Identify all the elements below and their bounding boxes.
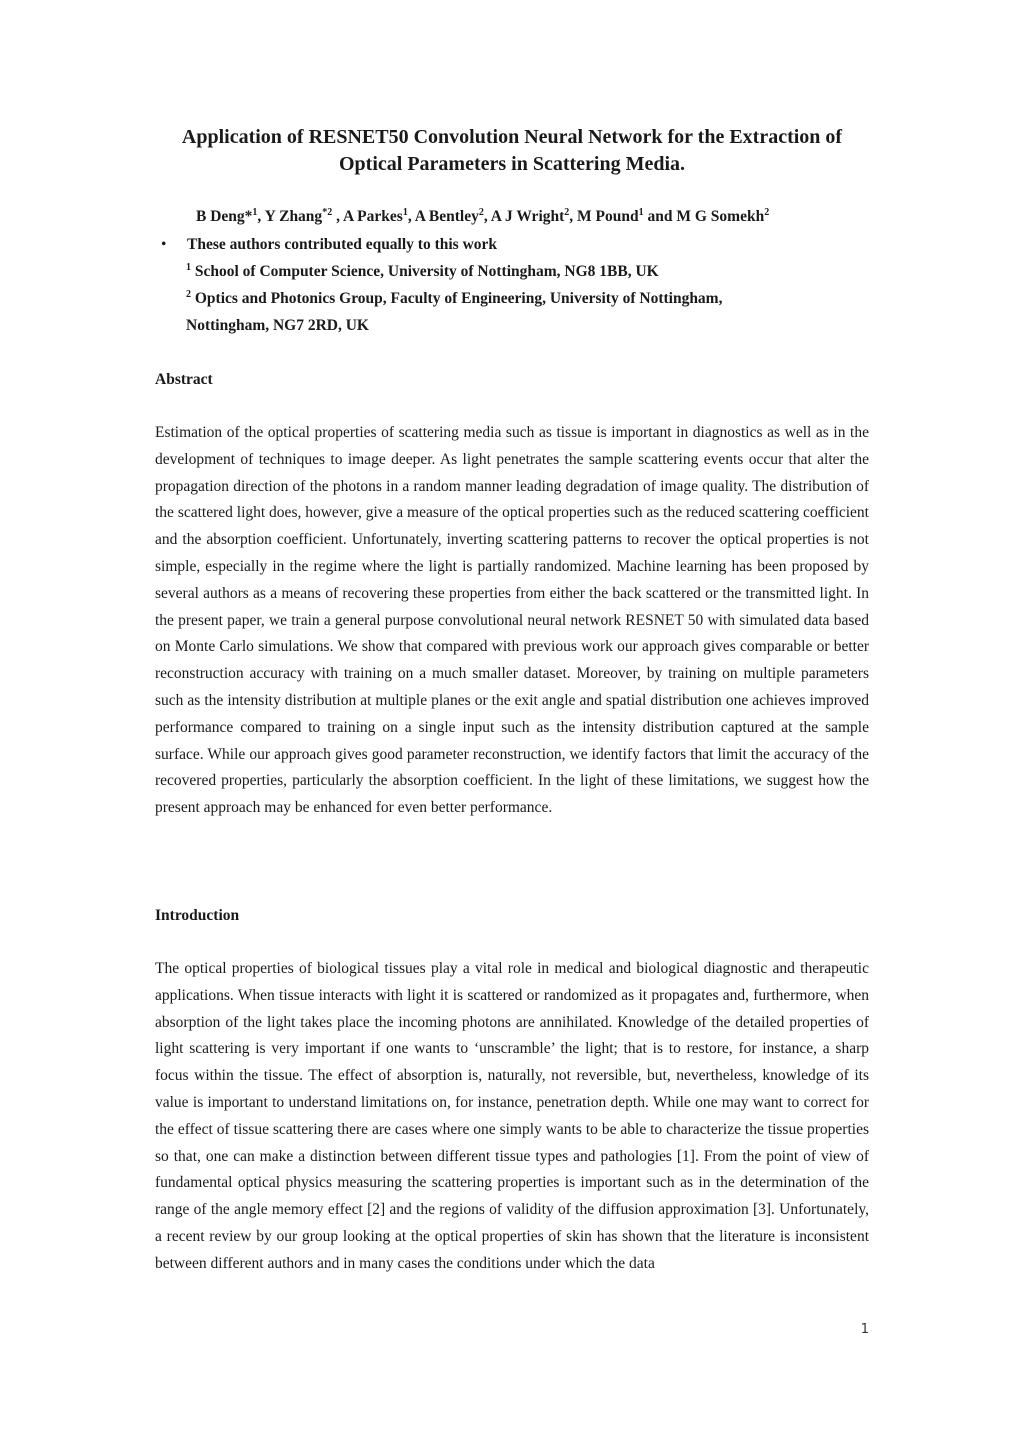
affiliation-1	[186, 258, 659, 285]
title-line-1: Application of RESNET50 Convolution Neural Network for the Extraction of	[181, 126, 843, 148]
affiliation-2	[186, 285, 722, 312]
author: A Bentley$^2$,	[414, 206, 491, 225]
note-text: These authors contributed equally to this work	[187, 236, 498, 253]
affiliation-number: 1	[186, 261, 191, 273]
paper-page	[155, 0, 869, 1448]
affiliation-2-continuation: Nottingham, NG7 2RD, UK	[186, 317, 369, 334]
introduction-heading: Introduction	[155, 907, 240, 924]
author: A J Wright$^2$,	[490, 206, 578, 225]
bullet-icon: •	[161, 236, 167, 253]
author-list	[196, 206, 769, 228]
affiliation-text: School of Computer Science, University of Nottingham, NG8 1BB, UK	[194, 263, 659, 280]
affiliation-number: 2	[186, 288, 191, 300]
author: A Parkes$^1$,	[342, 206, 415, 225]
abstract-body: Estimation of the optical properties of scattering media such as tissue is important in diagnostics as well as in the development of techniques to image deeper. As light penetrates the sample scattering events occur that alter the propagation direction of the photons in a random manner leading degradation of image quality. The distribution of the scattered light does, however, give a measure of the optical properties such as the reduced scattering coefficient and the absorption coefficient. Unfortunately, inverting scattering patterns to recover the optical properties is not simple, especially in the regime where the light is partially randomized. Machine learning has been proposed by several authors as a means of recovering these properties from either the back scattered or the transmitted light. In the present paper, we train a general purpose convolutional neural network RESNET 50 with simulated data based on Monte Carlo simulations. We show that compared with previous work our approach gives comparable or better reconstruction accuracy with training on a much smaller dataset. Moreover, by training on multiple parameters such as the intensity distribution at multiple planes or the exit angle and spatial distribution one achieves improved performance compared to training on a single input such as the intensity distribution captured at the sample surface. While our approach gives good parameter reconstruction, we identify factors that limit the accuracy of the recovered properties, particularly the absorption coefficient. In the light of these limitations, we suggest how the present approach may be enhanced for even better performance.	[155, 424, 869, 817]
equal-contribution-note	[155, 234, 497, 256]
abstract-heading: Abstract	[155, 371, 213, 388]
introduction-body: The optical properties of biological tissues play a vital role in medical and biological diagnostic and therapeutic applications. When tissue interacts with light it is scattered or randomized as it propagates and, furthermore, when absorption of the light takes place the incoming photons are annihilated. Knowledge of the detailed properties of light scattering is very important if one wants to ‘unscramble’ the light; that is to restore, for instance, a sharp focus within the tissue. The effect of absorption is, naturally, not reversible, but, nevertheless, knowledge of its value is important to understand limitations on, for instance, penetration depth. While one may want to correct for the effect of tissue scattering there are cases where one simply wants to be able to characterize the tissue properties so that, one can make a distinction between different tissue types and pathologies [1]. From the point of view of fundamental optical physics measuring the scattering properties is important such as in the determination of the range of the angle memory effect [2] and the regions of validity of the diffusion approximation [3]. Unfortunately, a recent review by our group looking at the optical properties of skin has shown that the literature is inconsistent between different authors and in many cases the conditions under which the data	[155, 960, 869, 1272]
author: M G Somekh$^2$	[676, 206, 770, 225]
author: Y Zhang$^{*2}$ ,	[264, 206, 343, 225]
affiliation-text: Optics and Photonics Group, Faculty of Engineering, University of Nottingham,	[194, 290, 723, 307]
author: B Deng*$^1$,	[196, 206, 265, 225]
author: M Pound$^1$ and	[577, 206, 677, 225]
page-number: 1	[860, 1322, 869, 1337]
title-line-2: Optical Parameters in Scattering Media.	[338, 153, 686, 175]
paper-title	[145, 124, 879, 178]
